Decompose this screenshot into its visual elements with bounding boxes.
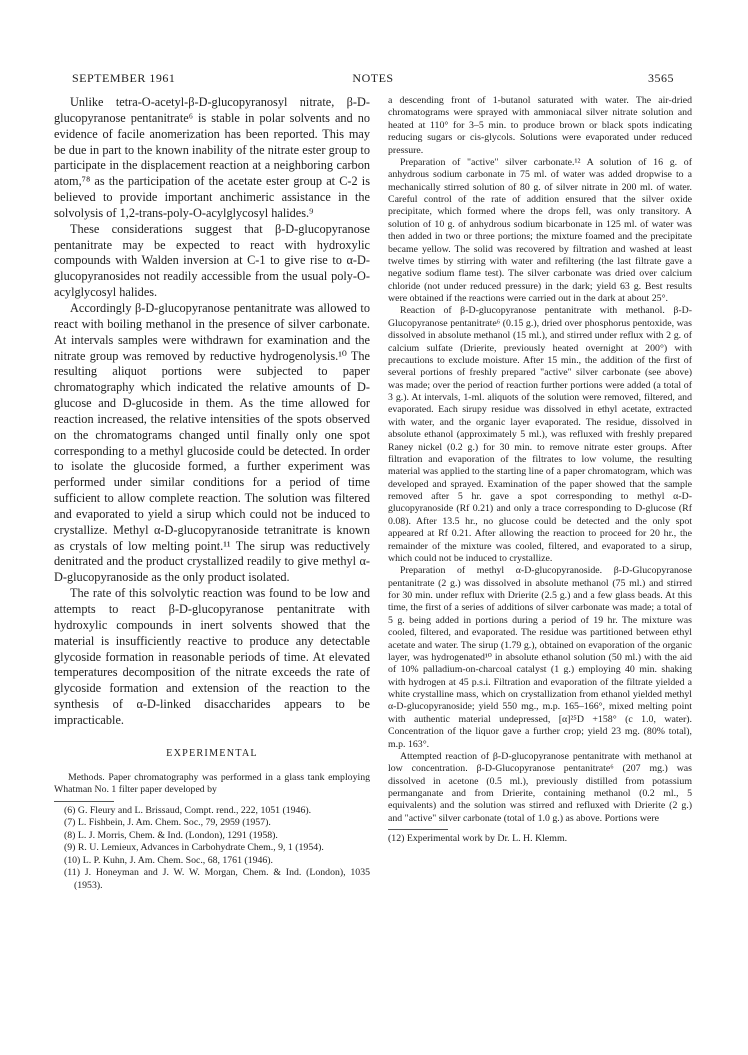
reference-item: (7) L. Fishbein, J. Am. Chem. Soc., 79, 2959 (1957).	[64, 817, 271, 829]
reference-item: (10) L. P. Kuhn, J. Am. Chem. Soc., 68, 1761 (1946).	[64, 854, 273, 866]
methanol-reaction-paragraph: Reaction of β-D-glucopyranose pentanitrate with methanol. β-D-Glucopyranose pentanitrate⁶ (0.15 g.), dried over phosphorus pentoxide, was dissolved in absolute methanol (15 ml.), and stirred under reflux with 2 g. of calcium sulfate (Drierite, previously heated overnight at 200°) with precautions to exclude moisture. After 15 min., the addition of the first of several portions of freshly prepared "active" silver carbonate (see above) was made; over the period of reaction further portions were added (a total of 3 g.). At intervals, 1-ml. aliquots of the solution were removed, filtered, and evaporated. Each sirupy residue was dissolved in ethyl acetate, extracted with water, and the organic layer evaporated. The residue, dissolved in absolute ethanol (approximately 5 ml.), was refluxed with freshly prepared Raney nickel (0.2 g.) for 30 min. to remove nitrate ester groups. After filtration and evaporation of the filtrates to low volume, the resulting material was applied to the starting line of a paper chromatogram, which was developed and sprayed. Examination of the paper showed that the sample removed after 5 hr. gave a spot corresponding to methyl α-D-glucopyranoside (Rf 0.21) and only a trace corresponding to D-glucose (Rf 0.08). After 13.5 hr., no glucose could be detected and the only spot appeared at Rf 0.21. After allowing the reaction to proceed for 20 hr., the remainder of the mixture was cooled, filtered, and evaporated to a sirup, which could not be induced to crystallize.	[388, 305, 692, 564]
reference-item: (6) G. Fleury and L. Brissaud, Compt. rend., 222, 1051 (1946).	[64, 804, 312, 816]
footnote-rule	[388, 829, 448, 830]
reference-item: (11) J. Honeyman and J. W. W. Morgan, Chem. & Ind. (London), 1035 (1953).	[64, 867, 370, 891]
running-head-section: NOTES	[352, 71, 394, 85]
footnote-rule	[54, 801, 114, 802]
running-head	[72, 71, 674, 87]
body-paragraph: The rate of this solvolytic reaction was found to be low and attempts to react β-D-glucopyranose pentanitrate with hydroxylic compounds in inert solvents showed that the material is insufficiently reactive to produce any detectable glycoside formation in reasonable periods of time. At elevated temperatures decomposition of the nitrate exceeds the rate of glycoside formation and extension of the reaction to the synthesis of α-D-linked disaccharides appears to be impracticable.	[54, 586, 370, 727]
experimental-heading: EXPERIMENTAL	[166, 747, 258, 759]
running-head-date: SEPTEMBER 1961	[72, 71, 176, 85]
continued-paragraph: a descending front of 1-butanol saturated with water. The air-dried chromatograms were sprayed with ammoniacal silver nitrate solution and heated at 110° for 3–5 min. to produce brown or black spots indicating reducing sugars or cis-glycols. Solutions were evaporated under reduced pressure.	[388, 95, 692, 156]
reference-list	[54, 805, 370, 893]
reference-item: (9) R. U. Lemieux, Advances in Carbohydrate Chem., 9, 1 (1954).	[64, 842, 324, 854]
body-paragraph: These considerations suggest that β-D-glucopyranose pentanitrate may be expected to react with hydroxylic compounds with Walden inversion at C-1 to give rise to α-D-glucopyranosides not readily accessible from the usual poly-O-acylglycosyl halides.	[54, 221, 370, 300]
left-column	[54, 95, 370, 892]
page-number: 3565	[648, 71, 674, 85]
body-paragraph: Accordingly β-D-glucopyranose pentanitrate was allowed to react with boiling methanol in the presence of silver carbonate. At intervals samples were withdrawn for examination and the nitrate group was removed by reductive hydrogenolysis.¹⁰ The resulting aliquot portions were subjected to paper chromatography which indicated the relative amounts of D-glucose and D-glucoside in them. As the time allowed for reaction increased, the relative intensities of the spots observed on the chromatograms changed until finally only one spot corresponding to a methyl glucoside could be detected. In order to isolate the glucoside formed, a further experiment was performed under similar conditions for a period of time sufficient to allow complete reaction. The solution was filtered and evaporated to yield a sirup which could not be induced to crystallize. Methyl α-D-glucopyranoside tetranitrate is known as crystals of low melting point.¹¹ The sirup was reductively denitrated and the product crystallized readily to give methyl α-D-glucopyranoside as the only product isolated.	[54, 300, 370, 585]
silver-carbonate-paragraph: Preparation of "active" silver carbonate.¹² A solution of 16 g. of anhydrous sodium carbonate in 75 ml. of water was added dropwise to a mechanically stirred solution of 80 g. of silver nitrate in 200 ml. of water. Careful control of the rate of addition ensured that the silver oxide precipitate, which formed where the drops fell, was only transitory. A solution of 10 g. of anhydrous sodium bicarbonate in 125 ml. of water was then added in two or three portions; the mixture foamed and the precipitate became yellow. The solid was recovered by filtration and washed at least twelve times by stirring with water and refiltering (the last filtrate gave a negative sodium flame test). The silver carbonate was dried over calcium chloride (not under reduced pressure) in the dark; yield 63 g. Best results were obtained if the reactions were carried out in the dark at about 25°.	[388, 156, 692, 304]
body-paragraph: Unlike tetra-O-acetyl-β-D-glucopyranosyl nitrate, β-D-glucopyranose pentanitrate⁶ is stable in polar solvents and no evidence of facile anomerization has been reported. This may be due in part to the known inability of the nitrate ester group to participate in the displacement reaction at a neighboring carbon atom,⁷⁸ as the participation of the acetate ester group at C-2 is believed to provide important anchimeric assistance in the solvolysis of 1,2-trans-poly-O-acylglycosyl halides.⁹	[54, 95, 370, 220]
right-column	[388, 95, 692, 846]
footnote: (12) Experimental work by Dr. L. H. Klemm.	[388, 833, 568, 845]
methods-paragraph: Methods. Paper chromatography was performed in a glass tank employing Whatman No. 1 filter paper developed by	[54, 771, 370, 796]
attempted-reaction-paragraph: Attempted reaction of β-D-glucopyranose pentanitrate with methanol at low concentration. β-D-Glucopyranose pentanitrate⁶ (207 mg.) was dissolved in acetone (0.5 ml.), previously distilled from potassium permanganate and from Drierite, containing methanol (0.2 ml., 5 equivalents) and the solution was stirred and refluxed with Drierite (2 g.) and "active" silver carbonate (total of 1.0 g.) as above. Portions were	[388, 750, 692, 824]
reference-item: (8) L. J. Morris, Chem. & Ind. (London), 1291 (1958).	[64, 829, 278, 841]
glucoside-preparation-paragraph: Preparation of methyl α-D-glucopyranoside. β-D-Glucopyranose pentanitrate (2 g.) was dissolved in absolute methanol (75 ml.) and stirred for 30 min. under reflux with Drierite (2.5 g.) and a few glass beads. At this time, the first of a series of additions of silver carbonate was made; a total of 5 g. being added in portions during a period of 19 hr. The mixture was cooled, filtered, and evaporated. The residue was partitioned between ethyl acetate and water. The sirup (1.79 g.), obtained on evaporation of the organic layer, was hydrogenated¹⁰ in absolute ethanol solution (50 ml.) with the aid of 10% palladium-on-charcoal catalyst (1 g.) employing 40 min. shaking with hydrogen at 45 p.s.i. Filtration and evaporation of the filtrate yielded a white crystalline mass, which on crystallization from ethanol yielded methyl α-D-glucopyranoside; yield 550 mg., m.p. 165–166°, mixed melting point with authentic material undepressed, [α]²⁵D +158° (c 1.0, water). Concentration of the liquor gave a further crop; yield 23 mg. (80% total), m.p. 163°.	[388, 565, 692, 750]
